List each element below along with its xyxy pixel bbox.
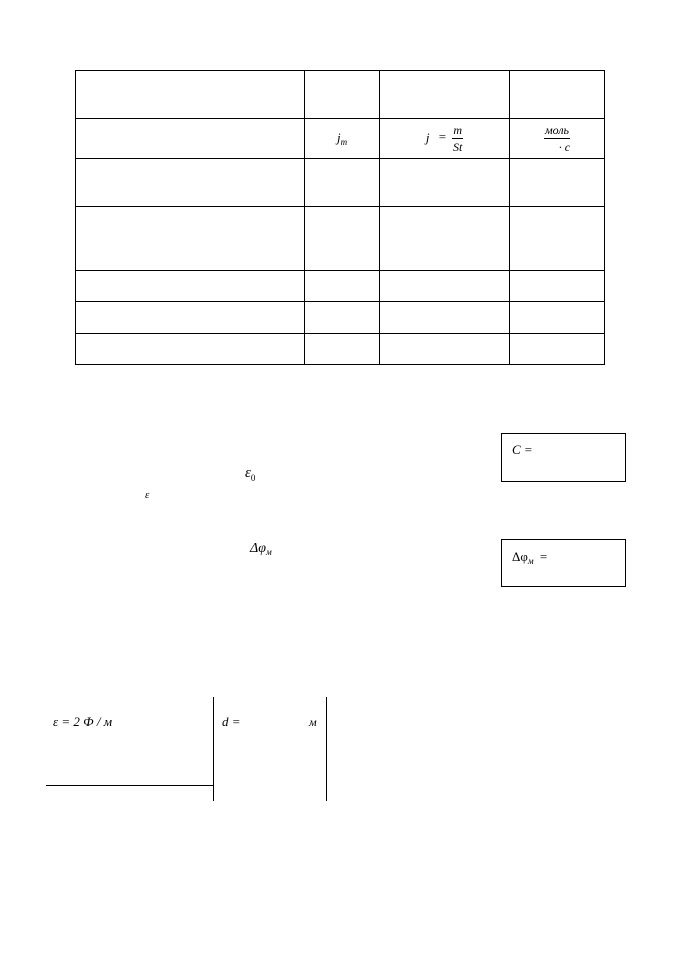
- table-cell: [380, 302, 510, 334]
- table-cell: [510, 71, 605, 119]
- flux-subscript: m: [340, 137, 348, 147]
- fraction-numerator: m: [453, 122, 463, 137]
- table-cell: [380, 71, 510, 119]
- dielectric-constant-value: ε = 2 Ф / м: [53, 714, 113, 729]
- epsilon-zero-symbol: [245, 465, 255, 483]
- epsilon-zero-letter: ε: [245, 465, 251, 481]
- potential-drop-subscript: м: [265, 547, 272, 557]
- potential-drop-letter: Δφ: [250, 541, 266, 556]
- table-cell: [305, 271, 380, 302]
- table-cell: [76, 159, 305, 207]
- table-row: [76, 159, 605, 207]
- table-cell: [305, 207, 380, 271]
- table-cell: [305, 302, 380, 334]
- unit-denominator: · c: [558, 139, 571, 154]
- table-cell: [305, 159, 380, 207]
- thickness-label: d =: [222, 714, 241, 729]
- table-cell: [76, 302, 305, 334]
- data-table: [75, 70, 605, 365]
- potential-drop-symbol: [250, 541, 272, 557]
- capacitance-answer-box[interactable]: [501, 433, 626, 482]
- fraction-denominator: St: [453, 139, 463, 154]
- epsilon-symbol: ε: [145, 489, 150, 501]
- table-row: [76, 71, 605, 119]
- potential-drop-label: [512, 549, 547, 566]
- potential-drop-answer-box[interactable]: [501, 539, 626, 587]
- divider-line: [46, 785, 213, 786]
- table-cell: [510, 207, 605, 271]
- flux-symbol: j: [336, 130, 341, 145]
- potential-drop-box-subscript: м: [527, 556, 534, 566]
- flux-formula-fraction: [452, 124, 463, 154]
- table-cell: [76, 207, 305, 271]
- unit-cell: [510, 119, 605, 159]
- table-cell: [510, 302, 605, 334]
- table-row: [76, 271, 605, 302]
- table-cell: [76, 71, 305, 119]
- table-cell: [510, 159, 605, 207]
- table-row: [76, 207, 605, 271]
- table-cell: [380, 271, 510, 302]
- table-cell: [380, 159, 510, 207]
- table-cell: [76, 271, 305, 302]
- table-cell: [510, 271, 605, 302]
- epsilon-zero-subscript: 0: [250, 473, 256, 483]
- table-cell: [305, 71, 380, 119]
- table-cell: [305, 334, 380, 365]
- flux-formula-equals: =: [438, 129, 447, 145]
- potential-drop-box-letter: Δφ: [512, 549, 528, 564]
- table-cell: [76, 119, 305, 159]
- flux-symbol-cell: [305, 119, 380, 159]
- table-cell: [380, 207, 510, 271]
- unit-fraction: [544, 124, 570, 154]
- thickness-unit: м: [309, 715, 317, 729]
- flux-formula-cell: [380, 119, 510, 159]
- table-row: [76, 119, 605, 159]
- table-cell: [76, 334, 305, 365]
- capacitance-label: C =: [512, 442, 533, 457]
- table-cell: [510, 334, 605, 365]
- table-row: [76, 302, 605, 334]
- table-cell: [380, 334, 510, 365]
- table-row: [76, 334, 605, 365]
- unit-numerator: моль: [544, 122, 570, 137]
- potential-drop-box-equals: =: [539, 549, 548, 564]
- flux-formula-symbol: j: [425, 129, 430, 145]
- divider-line: [326, 697, 327, 801]
- divider-line: [213, 697, 214, 801]
